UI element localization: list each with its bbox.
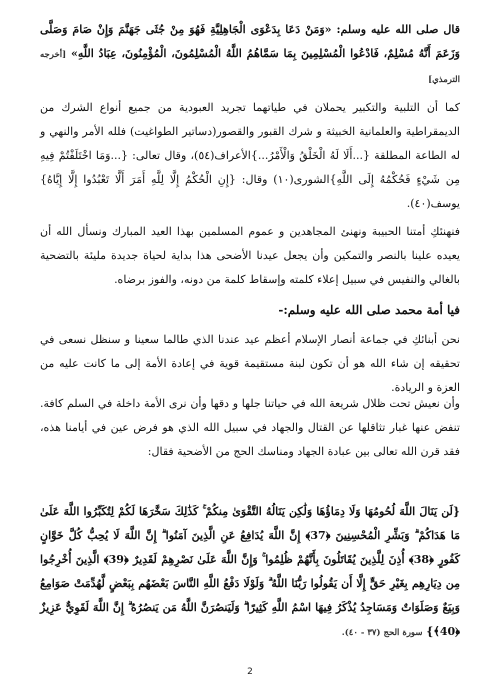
hadith-paragraph — [40, 18, 460, 92]
sharia-paragraph: وأن نعيش تحت ظلال شريعة الله في حياتنا جلها و دقها وأن نرى الأمة داخلة في السلم كافة. تنفض عنها غبار تثاقلها عن القتال والجهاد في سبيل الله الذي هو فرض عين في أيامنا هذه، فقد قرن الله تعالى بين عبادة الجهاد ومناسك الحج من الأضحية فقال: — [40, 397, 460, 458]
verses-source: سورة الحج (٣٧ - ٤٠). — [341, 628, 423, 638]
verses-text: {لَن يَنَالَ اللَّهَ لُحُومُهَا وَلَا دِمَاؤُهَا وَلَٰكِن يَنَالُهُ التَّقْوَىٰ مِنكُمْ ۚ كَذَٰلِكَ سَخَّرَهَا لَكُمْ لِتُكَبِّرُوا اللَّهَ عَلَىٰ مَا هَدَاكُمْ ۗ وَبَشِّرِ الْمُحْسِنِينَ ﴿37﴾ إِنَّ اللَّهَ يُدَافِعُ عَنِ الَّذِينَ آمَنُوا ۗ إِنَّ اللَّهَ لَا يُحِبُّ كُلَّ خَوَّانٍ كَفُورٍ ﴿38﴾ أُذِنَ لِلَّذِينَ يُقَاتَلُونَ بِأَنَّهُمْ ظُلِمُوا ۚ وَإِنَّ اللَّهَ عَلَىٰ نَصْرِهِمْ لَقَدِيرٌ ﴿39﴾ الَّذِينَ أُخْرِجُوا مِن دِيَارِهِم بِغَيْرِ حَقٍّ إِلَّا أَن يَقُولُوا رَبُّنَا اللَّهُ ۗ وَلَوْلَا دَفْعُ اللَّهِ النَّاسَ بَعْضَهُم بِبَعْضٍ لَّهُدِّمَتْ صَوَامِعُ وَبِيَعٌ وَصَلَوَاتٌ وَمَسَاجِدُ يُذْكَرُ فِيهَا اسْمُ اللَّهِ كَثِيرًا ۗ وَلَيَنصُرَنَّ اللَّهُ مَن يَنصُرُهُ ۗ إِنَّ اللَّهَ لَقَوِيٌّ عَزِيزٌ ﴿40﴾} — [40, 505, 460, 638]
verses-paragraph — [40, 500, 460, 645]
address-heading: فيا أمة محمد صلى الله عليه وسلم:- — [278, 303, 460, 317]
hadith-text: قال صلى الله عليه وسلم: «وَمَنْ دَعَا بِدَعْوَى الْجَاهِلِيَّةِ فَهُوَ مِنْ جُثَى جَهَنَّمَ وَإِنْ صَامَ وَصَلَّى وَزَعَمَ أَنَّهُ مُسْلِمٌ، فَادْعُوا الْمُسْلِمِينَ بِمَا سَمَّاهُمُ اللَّهُ الْمُسْلِمُونَ، الْمُؤْمِنُونَ، عِبَادُ اللَّهِ» — [40, 23, 460, 60]
jamaa-paragraph: نحن أبنائكِ في جماعة أنصار الإسلام أعظم عيد عندنا الذي طالما سعينا و سنظل نسعى في تحقيقه إن شاء الله هو أن تكون لبنة مستقيمة قوية في إعادة الأمة إلى ما كانت عليه من العزة و الريادة. — [40, 333, 460, 394]
congratulations-paragraph: فنهنئكِ أمتنا الحبيبة ونهنئ المجاهدين و عموم المسلمين بهذا العيد المبارك ونسأل الله أن يعيده علينا بالنصر والتمكين وأن يجعل عيدنا الأضحى هذا بداية لحياة جديدة مليئة بالتضحية بالغالي والنفيس في سبيل إعلاء كلمته وإسقاط كلمة من دونه، والفوز برضاه. — [40, 225, 460, 286]
hadith-source: [أخرجه الترمذي] — [40, 50, 460, 85]
page-number: 2 — [247, 667, 253, 677]
tawhid-paragraph: كما أن التلبية والتكبير يحملان في طياتهما تجريد العبودية من جميع أنواع الشرك من الديمقراطية والعلمانية الخبيثة و شرك القبور والقصور(دساتير الطواغيت) فلله الأمر والنهي و له الطاعة المطلقة {...أَلَا لَهُ الْخَلْقُ وَالْأَمْرُ...}الأعراف(٥٤)، وقال تعالى: {...وَمَا اخْتَلَفْتُمْ فِيهِ مِن شَيْءٍ فَحُكْمُهُ إِلَى اللَّهِ}الشورى(١٠) وقال: {إِنِ الْحُكْمُ إِلَّا لِلَّهِ أَمَرَ أَلَّا تَعْبُدُوا إِلَّا إِيَّاهُ} يوسف(٤٠). — [40, 101, 461, 210]
